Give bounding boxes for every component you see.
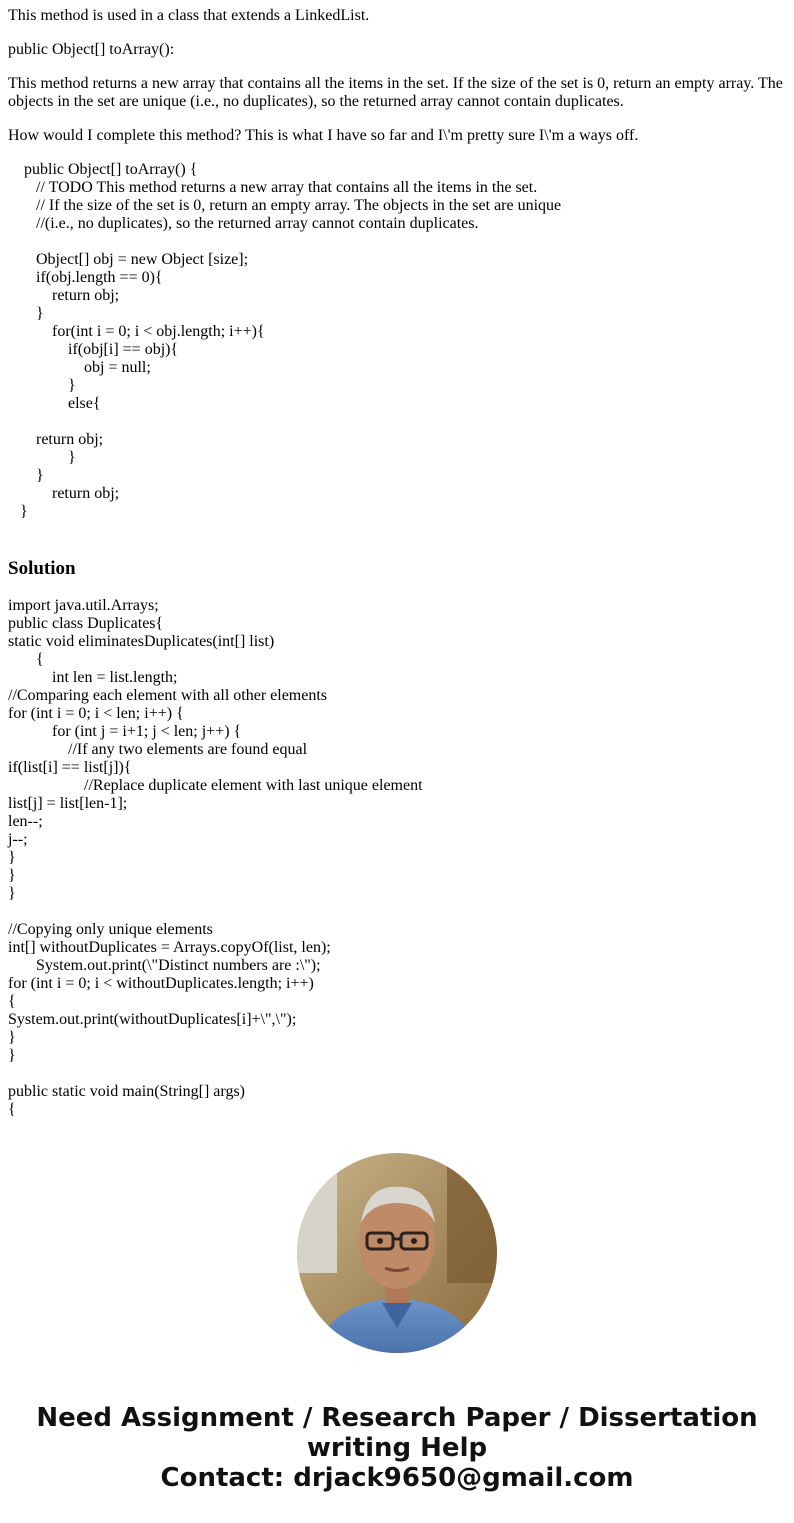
code-line: public static void main(String[] args): [8, 1083, 245, 1100]
code-line: System.out.print(\"Distinct numbers are :\");: [8, 957, 321, 974]
document-content: [8, 7, 788, 1119]
code-line: else{: [8, 395, 101, 412]
code-line: }: [8, 1029, 16, 1046]
code-line: [8, 1065, 788, 1083]
code-line: return obj;: [8, 431, 104, 448]
promo-line: Need Assignment / Research Paper / Dissertation: [36, 1403, 758, 1433]
code-line: }: [8, 867, 16, 884]
code-line: import java.util.Arrays;: [8, 597, 159, 614]
code-line: // If the size of the set is 0, return an empty array. The objects in the set are unique: [8, 197, 562, 214]
code-line: for(int i = 0; i < obj.length; i++){: [8, 323, 265, 340]
author-avatar: [297, 1153, 497, 1353]
code-line: }: [8, 503, 28, 520]
code-line: [8, 233, 788, 251]
code-line: System.out.print(withoutDuplicates[i]+\",\");: [8, 1011, 297, 1028]
code-line: for (int i = 0; i < len; i++) {: [8, 705, 184, 722]
code-line: for (int i = 0; i < withoutDuplicates.length; i++): [8, 975, 314, 992]
promo-contact: Contact: drjack9650@gmail.com: [160, 1463, 634, 1493]
method-signature: public Object[] toArray():: [8, 41, 175, 58]
code-line: if(list[i] == list[j]){: [8, 759, 132, 776]
code-line: [8, 413, 788, 431]
code-line: int len = list.length;: [8, 669, 178, 686]
code-line: return obj;: [8, 287, 120, 304]
code-line: [8, 903, 788, 921]
promo-line: writing Help: [306, 1433, 488, 1463]
code-line: //Comparing each element with all other elements: [8, 687, 328, 704]
code-line: }: [8, 849, 16, 866]
question-intro: This method is used in a class that extends a LinkedList.: [8, 7, 370, 24]
code-line: public Object[] toArray() {: [8, 161, 198, 178]
code-line: }: [8, 467, 44, 484]
code-line: }: [8, 449, 76, 466]
code-line: {: [8, 651, 44, 668]
code-line: {: [8, 1101, 16, 1118]
promo-banner: [0, 1403, 794, 1493]
code-line: for (int j = i+1; j < len; j++) {: [8, 723, 242, 740]
code-line: //(i.e., no duplicates), so the returned array cannot contain duplicates.: [8, 215, 479, 232]
portrait-image: [297, 1153, 497, 1353]
code-line: }: [8, 305, 44, 322]
code-line: // TODO This method returns a new array that contains all the items in the set.: [8, 179, 538, 196]
code-line: //If any two elements are found equal: [8, 741, 308, 758]
code-line: if(obj.length == 0){: [8, 269, 163, 286]
code-line: len--;: [8, 813, 43, 830]
code-line: Object[] obj = new Object [size];: [8, 251, 249, 268]
code-line: list[j] = list[len-1];: [8, 795, 128, 812]
question-code-block: [8, 161, 788, 521]
solution-heading: Solution: [8, 558, 76, 579]
code-line: return obj;: [8, 485, 120, 502]
code-line: //Replace duplicate element with last unique element: [8, 777, 423, 794]
code-line: }: [8, 377, 76, 394]
code-line: public class Duplicates{: [8, 615, 164, 632]
solution-code-block: [8, 597, 788, 1119]
code-line: }: [8, 885, 16, 902]
code-line: int[] withoutDuplicates = Arrays.copyOf(list, len);: [8, 939, 331, 956]
code-line: {: [8, 993, 16, 1010]
code-line: if(obj[i] == obj){: [8, 341, 179, 358]
code-line: static void eliminatesDuplicates(int[] list): [8, 633, 275, 650]
method-description: This method returns a new array that contains all the items in the set. If the size of the set is 0, return an empty array. The objects in the set are unique (i.e., no duplicates), so the returned array cannot contain duplicates.: [8, 75, 783, 110]
code-line: //Copying only unique elements: [8, 921, 213, 938]
code-line: j--;: [8, 831, 28, 848]
code-line: obj = null;: [8, 359, 151, 376]
code-line: }: [8, 1047, 16, 1064]
question-ask: How would I complete this method? This is what I have so far and I\'m pretty sure I\'m a ways off.: [8, 127, 639, 144]
